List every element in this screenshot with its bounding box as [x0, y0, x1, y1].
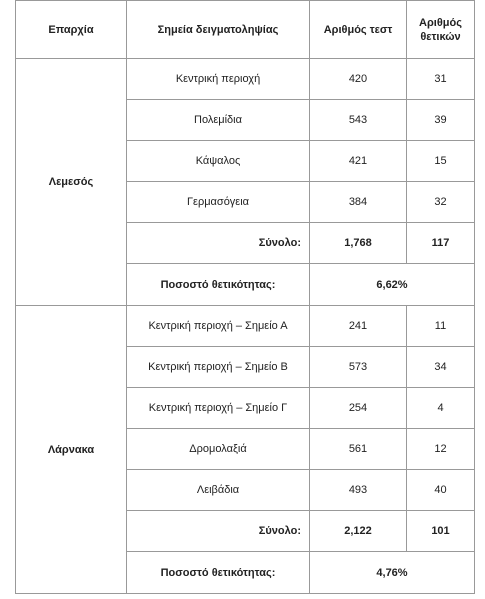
header-tests: Αριθμός τεστ	[310, 1, 407, 59]
header-region: Επαρχία	[16, 1, 127, 59]
positives-cell: 40	[407, 470, 475, 511]
tests-cell: 573	[310, 347, 407, 388]
header-positives-line2: θετικών	[420, 30, 461, 43]
total-tests: 2,122	[310, 511, 407, 552]
header-sampling-points: Σημεία δειγματοληψίας	[127, 1, 310, 59]
tests-cell: 384	[310, 182, 407, 223]
table-row	[16, 59, 475, 100]
total-positives: 101	[407, 511, 475, 552]
positives-cell: 15	[407, 141, 475, 182]
region-cell-larnaca: Λάρνακα	[16, 306, 127, 594]
positivity-rate-label: Ποσοστό θετικότητας:	[127, 552, 310, 594]
header-positives-line1: Αριθμός	[419, 16, 462, 29]
tests-cell: 420	[310, 59, 407, 100]
header-row	[16, 1, 475, 59]
sampling-point-cell: Πολεμίδια	[127, 100, 310, 141]
sampling-point-cell: Γερμασόγεια	[127, 182, 310, 223]
region-cell-limassol: Λεμεσός	[16, 59, 127, 306]
results-table	[15, 0, 475, 594]
positives-cell: 11	[407, 306, 475, 347]
tests-cell: 561	[310, 429, 407, 470]
positives-cell: 31	[407, 59, 475, 100]
tests-cell: 493	[310, 470, 407, 511]
positivity-rate-label: Ποσοστό θετικότητας:	[127, 264, 310, 306]
positives-cell: 39	[407, 100, 475, 141]
sampling-point-cell: Λειβάδια	[127, 470, 310, 511]
total-positives: 117	[407, 223, 475, 264]
header-positives	[407, 1, 475, 59]
sampling-point-cell: Δρομολαξιά	[127, 429, 310, 470]
total-label: Σύνολο:	[127, 511, 310, 552]
tests-cell: 254	[310, 388, 407, 429]
positives-cell: 34	[407, 347, 475, 388]
sampling-point-cell: Κεντρική περιοχή – Σημείο Α	[127, 306, 310, 347]
tests-cell: 543	[310, 100, 407, 141]
positives-cell: 4	[407, 388, 475, 429]
table-row	[16, 306, 475, 347]
total-label: Σύνολο:	[127, 223, 310, 264]
sampling-point-cell: Κάψαλος	[127, 141, 310, 182]
sampling-point-cell: Κεντρική περιοχή – Σημείο Β	[127, 347, 310, 388]
positivity-rate-value: 4,76%	[310, 552, 475, 594]
sampling-point-cell: Κεντρική περιοχή – Σημείο Γ	[127, 388, 310, 429]
positivity-rate-value: 6,62%	[310, 264, 475, 306]
tests-cell: 241	[310, 306, 407, 347]
sampling-point-cell: Κεντρική περιοχή	[127, 59, 310, 100]
tests-cell: 421	[310, 141, 407, 182]
positives-cell: 12	[407, 429, 475, 470]
positives-cell: 32	[407, 182, 475, 223]
total-tests: 1,768	[310, 223, 407, 264]
